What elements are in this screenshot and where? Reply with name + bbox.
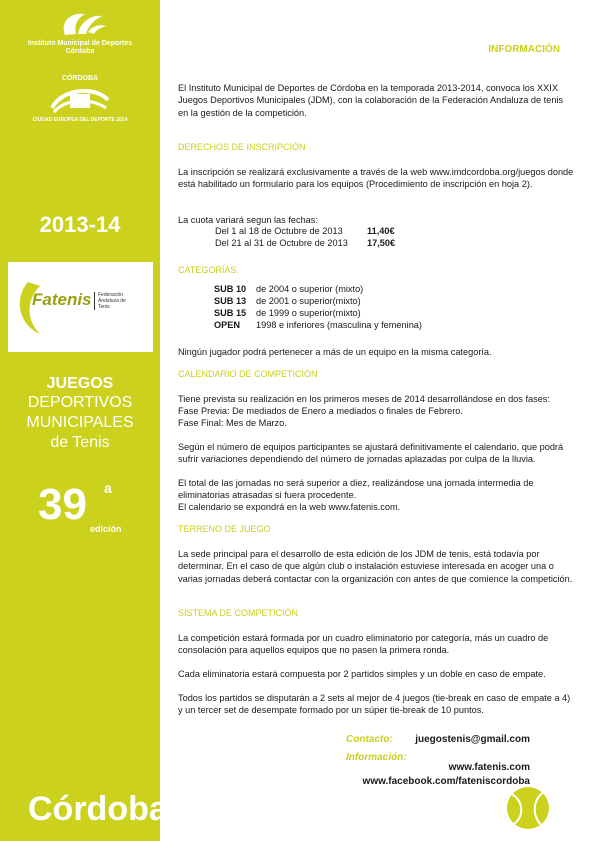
fee-row	[215, 226, 415, 236]
sistema-paragraph: Cada eliminatoria estará compuesta por 2 partidos simples y un doble en caso de empate.	[178, 669, 546, 679]
fatenis-logo	[10, 268, 150, 348]
cordoba-label: CÓRDOBA	[61, 75, 99, 82]
page-title: INFORMACIÓN	[488, 44, 560, 55]
imd-logo-icon	[40, 10, 120, 40]
edition-word: edición	[90, 524, 122, 534]
info-label: Información:	[346, 752, 407, 763]
info-web-link[interactable]: www.fatenis.com	[448, 762, 530, 773]
contact-email[interactable]: juegostenis@gmail.com	[415, 734, 530, 745]
tennis-ball-icon	[506, 786, 550, 830]
heading-inscripcion: DERECHOS DE INSCRIPCIÓN	[178, 142, 306, 152]
calendario-paragraph: Tiene prevista su realización en los primeros meses de 2014 desarrollándose en dos fases:	[178, 394, 550, 404]
category-row	[214, 320, 422, 330]
season-year: 2013-14	[39, 212, 121, 237]
categorias-note: Ningún jugador podrá pertenecer a más de un equipo en la misma categoría.	[178, 347, 492, 357]
edition-number: 39	[38, 480, 87, 529]
juegos-line-4: de Tenis	[50, 434, 110, 451]
juegos-line-1: JUEGOS	[46, 375, 114, 392]
calendario-paragraph: Fase Previa: De mediados de Enero a mediados o finales de Febrero.	[178, 406, 463, 416]
heading-sistema: SISTEMA DE COMPETICIÓN	[178, 608, 299, 618]
inscripcion-paragraph: La inscripción se realizará exclusivamente a través de la web www.imdcordoba.org/juegos donde está habilitado un formulario para los equipos (Procedimiento de inscripción en hoja 2).	[178, 167, 574, 190]
sistema-paragraph: La competición estará formada por un cuadro eliminatorio por categoría, más un cuadro de consolación para aquellos equipos que no pasen la primera ronda.	[178, 633, 549, 656]
edition-ordinal: a	[104, 480, 112, 496]
juegos-title	[0, 375, 160, 453]
imd-city: Córdoba	[65, 48, 95, 55]
category-row	[214, 296, 361, 306]
fee-label: Del 21 al 31 de Octubre de 2013	[215, 238, 348, 248]
category-desc: 1998 e inferiores (masculina y femenina)	[256, 320, 422, 330]
calendario-paragraph: Según el número de equipos participantes se ajustará definitivamente el calendario, que podrá sufrir variaciones dependiendo del número de jornadas aplazadas por culpa de la lluvia.	[178, 442, 564, 465]
juegos-line-2: DEPORTIVOS	[27, 394, 133, 411]
contact-label: Contacto:	[346, 734, 393, 745]
category-name: OPEN	[214, 320, 241, 330]
info-facebook-link[interactable]: www.facebook.com/fateniscordoba	[362, 776, 530, 787]
european-sport-city-logo-icon	[48, 84, 112, 118]
fee-label: Del 1 al 18 de Octubre de 2013	[215, 226, 343, 236]
category-name: SUB 15	[214, 308, 247, 318]
fee-row	[215, 238, 415, 248]
edition-badge	[30, 480, 150, 540]
category-row	[214, 284, 363, 294]
city-title: Córdoba	[28, 790, 168, 828]
category-desc: de 1999 o superior(mixto)	[256, 308, 361, 318]
fee-amount: 17,50€	[367, 238, 396, 248]
fatenis-wordmark: Fatenis	[32, 290, 92, 309]
calendario-paragraph: Fase Final: Mes de Marzo.	[178, 418, 287, 428]
calendario-paragraph: El calendario se expondrá en la web www.fatenis.com.	[178, 502, 401, 512]
juegos-line-3: MUNICIPALES	[26, 414, 134, 431]
category-name: SUB 10	[214, 284, 247, 294]
category-desc: de 2001 o superior(mixto)	[256, 296, 361, 306]
terreno-paragraph: La sede principal para el desarrollo de esta edición de los JDM de tenis, está todavía por determinar. En el caso de que algún club o instalación estuviese interesada en acoger una o varias jornadas deberá contactar con la organización con antes de que comience la competición.	[178, 549, 573, 584]
calendario-paragraph: El total de las jornadas no será superior a diez, realizándose una jornada intermedia de eliminatorias atrasadas si fuera procedente.	[178, 478, 534, 501]
imd-name: Instituto Municipal de Deportes	[27, 40, 133, 47]
fatenis-federation: Federación Andaluza de Tenis	[94, 292, 138, 310]
sistema-paragraph: Todos los partidos se disputarán a 2 sets al mejor de 4 juegos (tie-break en caso de empate a 4) y un tercer set de desempate formado por un súper tie-break de 10 puntos.	[178, 693, 571, 716]
heading-categorias: CATEGORÍAS.	[178, 265, 239, 275]
category-row	[214, 308, 361, 318]
heading-terreno: TERRENO DE JUEGO	[178, 524, 271, 534]
fee-amount: 11,40€	[367, 226, 395, 236]
cuota-intro: La cuota variará segun las fechas:	[178, 215, 318, 225]
category-desc: de 2004 o superior (mixto)	[256, 284, 364, 294]
category-name: SUB 13	[214, 296, 247, 306]
heading-calendario: CALENDARIO DE COMPETICIÓN	[178, 369, 318, 379]
european-city-label: CIUDAD EUROPEA DEL DEPORTE 2014	[32, 117, 128, 123]
intro-paragraph: El Instituto Municipal de Deportes de Córdoba en la temporada 2013-2014, convoca los XXIX Juegos Deportivos Municipales (JDM), con la colaboración de la Federación Andaluza de tenis en la gestión de la competición.	[178, 83, 564, 118]
sidebar	[0, 0, 168, 841]
